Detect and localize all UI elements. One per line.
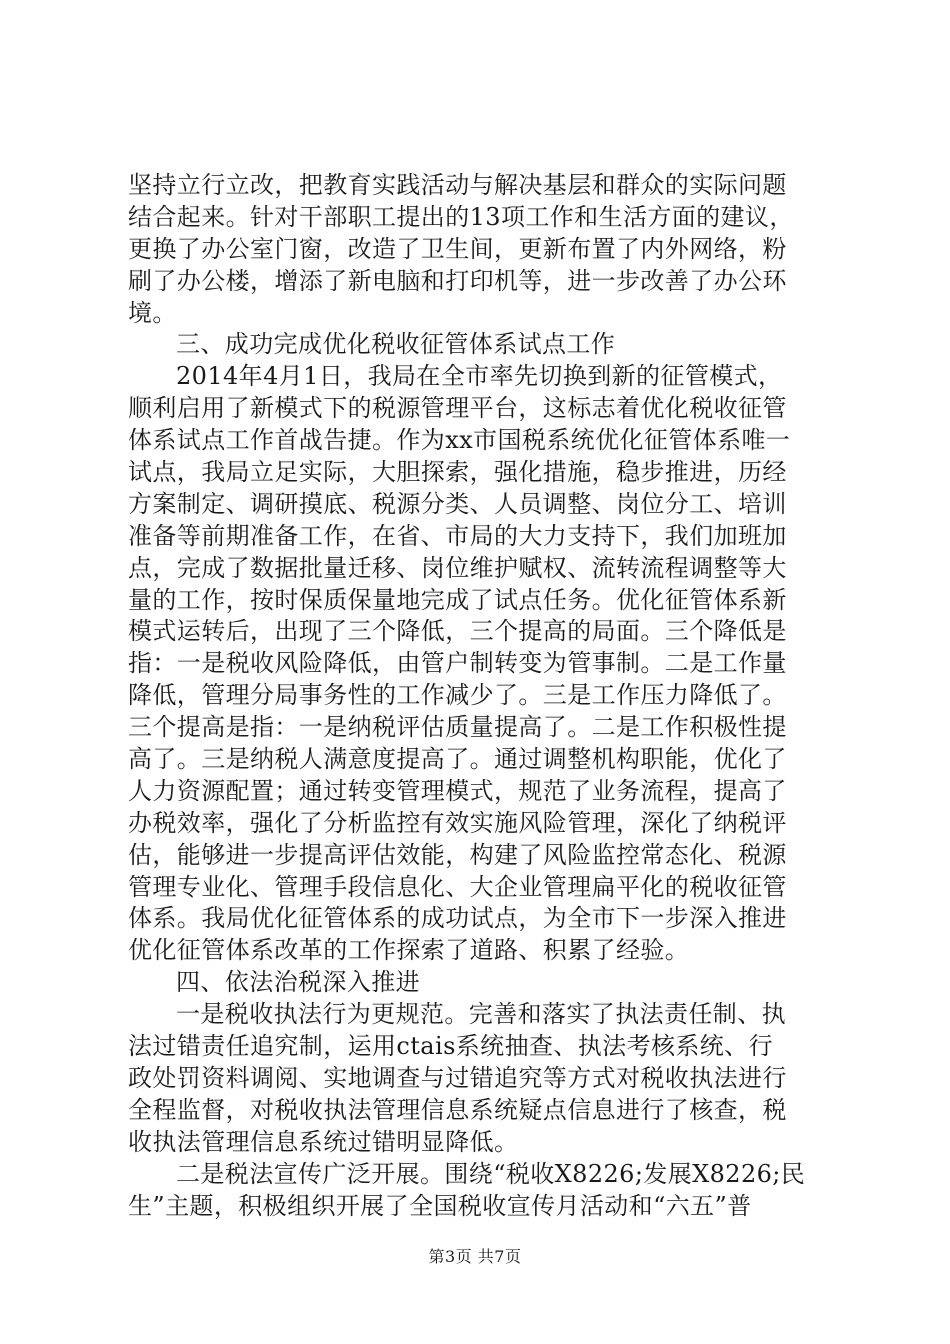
- document-body: [128, 170, 828, 1222]
- text-line: 方案制定、调研摸底、税源分类、人员调整、岗位分工、培训: [128, 489, 787, 518]
- text-line: 二是税法宣传广泛开展。围绕“税收X8226;发展X8226;民: [176, 1159, 806, 1188]
- text-line: 点，完成了数据批量迁移、岗位维护赋权、流转流程调整等大: [128, 553, 787, 582]
- text-line: 法过错责任追究制，运用ctais系统抽查、执法考核系统、行: [128, 1032, 773, 1061]
- text-line: 收执法管理信息系统过错明显降低。: [128, 1127, 519, 1156]
- text-line: 估，能够进一步提高评估效能，构建了风险监控常态化、税源: [128, 840, 787, 869]
- text-line: 体系。我局优化征管体系的成功试点，为全市下一步深入推进: [128, 904, 787, 933]
- text-line: 量的工作，按时保质保量地完成了试点任务。优化征管体系新: [128, 585, 787, 614]
- text-line: 结合起来。针对干部职工提出的13项工作和生活方面的建议，: [128, 202, 794, 231]
- text-line: 指：一是税收风险降低，由管户制转变为管事制。二是工作量: [128, 649, 787, 678]
- text-line: 境。: [128, 298, 177, 327]
- text-line: 坚持立行立改，把教育实践活动与解决基层和群众的实际问题: [128, 171, 787, 199]
- text-line: 模式运转后，出现了三个降低，三个提高的局面。三个降低是: [128, 617, 787, 646]
- text-line: 顺利启用了新模式下的税源管理平台，这标志着优化税收征管: [128, 394, 787, 423]
- text-line: 优化征管体系改革的工作探索了道路、积累了经验。: [128, 936, 690, 965]
- text-line: 2014年4月1日，我局在全市率先切换到新的征管模式，: [176, 362, 783, 391]
- text-line: 三个提高是指：一是纳税评估质量提高了。二是工作积极性提: [128, 713, 787, 742]
- text-line: 高了。三是纳税人满意度提高了。通过调整机构职能，优化了: [128, 745, 787, 774]
- section-heading-4: 四、依法治税深入推进: [176, 968, 420, 997]
- text-line: 管理专业化、管理手段信息化、大企业管理扁平化的税收征管: [128, 872, 787, 901]
- text-line: 办税效率，强化了分析监控有效实施风险管理，深化了纳税评: [128, 808, 787, 837]
- text-line: 体系试点工作首战告捷。作为xx市国税系统优化征管体系唯一: [128, 426, 791, 455]
- text-line: 更换了办公室门窗，改造了卫生间，更新布置了内外网络，粉: [128, 234, 787, 263]
- text-line: 一是税收执法行为更规范。完善和落实了执法责任制、执: [176, 1000, 786, 1029]
- text-line: 准备等前期准备工作，在省、市局的大力支持下，我们加班加: [128, 521, 787, 550]
- text-line: 试点，我局立足实际，大胆探索，强化措施，稳步推进，历经: [128, 458, 787, 487]
- text-line: 全程监督，对税收执法管理信息系统疑点信息进行了核查，税: [128, 1095, 787, 1124]
- section-heading-3: 三、成功完成优化税收征管体系试点工作: [176, 330, 616, 359]
- text-line: 政处罚资料调阅、实地调查与过错追究等方式对税收执法进行: [128, 1063, 787, 1092]
- text-line: 人力资源配置；通过转变管理模式，规范了业务流程，提高了: [128, 776, 787, 805]
- text-line: 生”主题，积极组织开展了全国税收宣传月活动和“六五”普: [128, 1191, 752, 1220]
- text-line: 降低，管理分局事务性的工作减少了。三是工作压力降低了。: [128, 681, 787, 710]
- text-line: 刷了办公楼，增添了新电脑和打印机等，进一步改善了办公环: [128, 266, 787, 295]
- page-number-footer: 第3页 共7页: [428, 1247, 522, 1266]
